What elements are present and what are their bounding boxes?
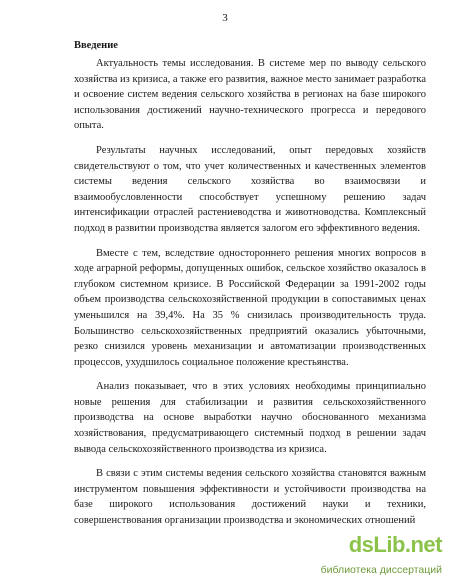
section-heading: Введение — [74, 40, 118, 51]
paragraph: Вместе с тем, вследствие одностороннего решения многих вопросов в ходе аграрной реформы, допущенных ошибок, сельское хозяйство оказалось в глубоком системном кризисе. В Российской Федерации за 1991-2002 годы объем производства сельскохозяйственной продукции в сопоставимых ценах уменьшился на 39,4%. На 35 % снизилась производительность труда. Большинство сельскохозяйственных предприятий оказались убыточными, резко снизился уровень механизации и автоматизации производственных процессов, ухудшилось социальное положение крестьянства. — [74, 247, 426, 368]
watermark-logo: dsLib.net — [348, 532, 442, 557]
paragraph: Актуальность темы исследования. В системе мер по выводу сельского хозяйства из кризиса, а также его развития, важное место занимает разработка и освоение систем ведения сельского хозяйства в регионах на базе широкого использования достижений научно-технического прогресса и передового опыта. — [74, 58, 426, 132]
page-number: 3 — [222, 12, 228, 24]
paragraph: Результаты научных исследований, опыт передовых хозяйств свидетельствуют о том, что учет количественных и качественных элементов системы ведения сельского хозяйства во взаимосвязи и взаимообусловленности способствует успешному решению задач интенсификации отраслей растениеводства и животноводства. Комплексный подход в развитии производства является залогом его эффективного ведения. — [74, 144, 426, 234]
watermark — [322, 532, 442, 576]
paragraph: Анализ показывает, что в этих условиях необходимы принципиально новые решения для стабилизации и развития сельскохозяйственного производства на основе выработки научно обоснованного механизма хозяйствования, предусматривающего системный подход в решении задач вывода сельскохозяйственного производства из кризиса. — [74, 381, 426, 455]
watermark-subtitle: библиотека диссертаций — [320, 564, 442, 576]
document-body — [74, 56, 426, 538]
paragraph: В связи с этим системы ведения сельского хозяйства становятся важным инструментом повышения эффективности и устойчивости производства на базе широкого использования достижений науки и техники, совершенствования организации производства и экономических отношений — [74, 468, 426, 527]
